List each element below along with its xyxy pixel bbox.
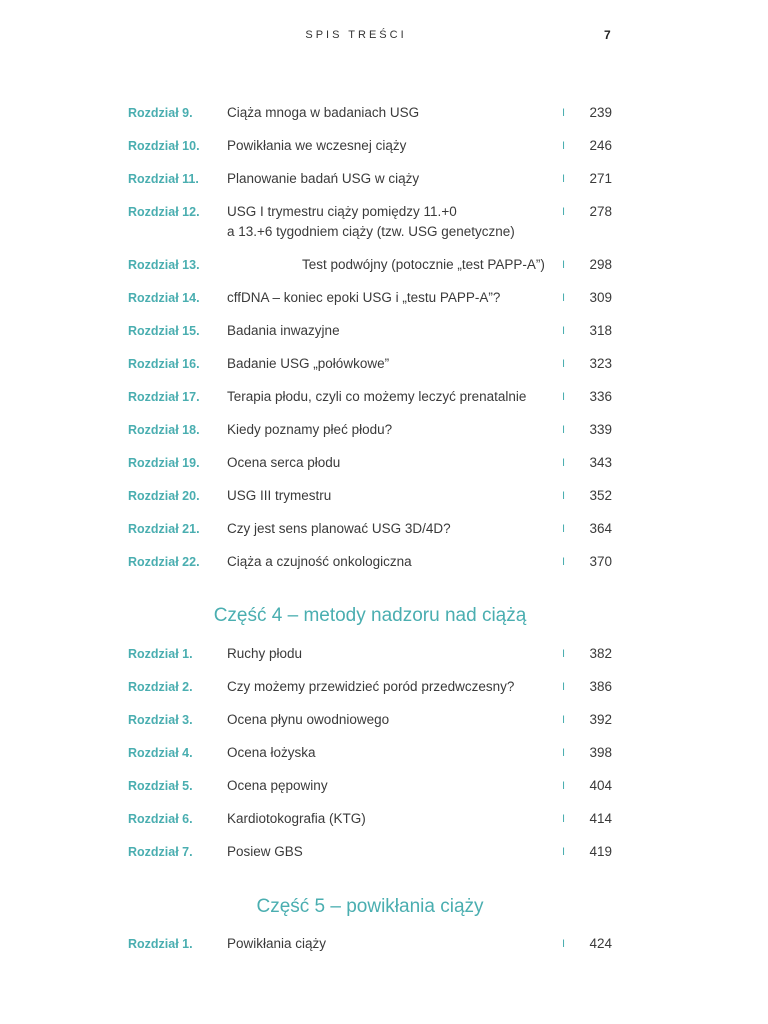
page-ref: 298	[589, 257, 612, 272]
chapter-label: Rozdział 7.	[128, 845, 193, 859]
page-ref: 414	[589, 811, 612, 826]
chapter-title: Ocena serca płodu	[227, 455, 341, 470]
chapter-title: USG III trymestru	[227, 488, 332, 503]
separator: I	[562, 457, 566, 469]
part-heading: Część 5 – powikłania ciąży	[256, 896, 484, 917]
chapter-label: Rozdział 6.	[128, 812, 193, 826]
part-heading: Część 4 – metody nadzoru nad ciążą	[213, 605, 527, 626]
chapter-label: Rozdział 1.	[128, 937, 193, 951]
toc-row[interactable]	[0, 552, 768, 585]
chapter-title: Ciąża a czujność onkologiczna	[227, 554, 412, 569]
page-ref: 352	[589, 488, 612, 503]
chapter-label: Rozdział 21.	[128, 522, 200, 536]
page-ref: 370	[589, 554, 612, 569]
separator: I	[562, 714, 566, 726]
chapter-title: Ocena łożyska	[227, 745, 316, 760]
separator: I	[562, 813, 566, 825]
page-ref: 336	[589, 389, 612, 404]
chapter-label: Rozdział 20.	[128, 489, 200, 503]
separator: I	[562, 292, 566, 304]
chapter-title: Czy możemy przewidzieć poród przedwczesny?	[227, 679, 515, 694]
chapter-title: Kiedy poznamy płeć płodu?	[227, 422, 393, 437]
toc-row[interactable]	[0, 743, 768, 776]
chapter-label: Rozdział 2.	[128, 680, 193, 694]
toc-row[interactable]	[0, 677, 768, 710]
chapter-title: Ocena płynu owodniowego	[227, 712, 390, 727]
toc-row[interactable]	[0, 710, 768, 743]
chapter-title: Ruchy płodu	[227, 646, 303, 661]
toc-section-part3	[0, 103, 768, 585]
toc-row[interactable]	[0, 321, 768, 354]
toc-row[interactable]	[0, 644, 768, 677]
separator: I	[562, 140, 566, 152]
page-ref: 318	[589, 323, 612, 338]
chapter-label: Rozdział 5.	[128, 779, 193, 793]
toc-row[interactable]	[0, 288, 768, 321]
chapter-title: Powikłania ciąży	[227, 936, 327, 951]
chapter-label: Rozdział 17.	[128, 390, 200, 404]
toc-section-part4	[0, 644, 768, 875]
chapter-label: Rozdział 10.	[128, 139, 200, 153]
separator: I	[562, 173, 566, 185]
toc-row[interactable]	[0, 354, 768, 387]
separator: I	[562, 780, 566, 792]
chapter-title: Badania inwazyjne	[227, 323, 340, 338]
toc-row[interactable]	[0, 387, 768, 420]
toc-row[interactable]	[0, 486, 768, 519]
chapter-label: Rozdział 12.	[128, 205, 200, 219]
toc-row[interactable]	[0, 453, 768, 486]
separator: I	[562, 206, 566, 218]
separator: I	[562, 681, 566, 693]
toc-row[interactable]	[0, 934, 768, 967]
chapter-title: Ciąża mnoga w badaniach USG	[227, 105, 420, 120]
separator: I	[562, 391, 566, 403]
separator: I	[562, 358, 566, 370]
chapter-label: Rozdział 19.	[128, 456, 200, 470]
page-ref: 424	[589, 936, 612, 951]
separator: I	[562, 556, 566, 568]
separator: I	[562, 490, 566, 502]
chapter-label: Rozdział 11.	[128, 172, 199, 186]
toc-row[interactable]	[0, 255, 768, 288]
page-ref: 404	[589, 778, 612, 793]
chapter-label: Rozdział 3.	[128, 713, 193, 727]
page-number: 7	[604, 28, 611, 42]
page-ref: 398	[589, 745, 612, 760]
chapter-title: Terapia płodu, czyli co możemy leczyć prenatalnie	[227, 389, 527, 404]
page-ref: 246	[589, 138, 612, 153]
chapter-title: Planowanie badań USG w ciąży	[227, 171, 420, 186]
page-ref: 419	[589, 844, 612, 859]
chapter-title: Badanie USG „połówkowe”	[227, 356, 390, 371]
toc-row[interactable]	[0, 169, 768, 202]
chapter-label: Rozdział 16.	[128, 357, 200, 371]
toc-row[interactable]	[0, 519, 768, 552]
separator: I	[562, 648, 566, 660]
separator: I	[562, 938, 566, 950]
page-ref: 382	[589, 646, 612, 661]
toc-row[interactable]	[0, 809, 768, 842]
chapter-label: Rozdział 22.	[128, 555, 200, 569]
separator: I	[562, 259, 566, 271]
page-ref: 364	[589, 521, 612, 536]
page-ref: 278	[589, 204, 612, 219]
running-header-title: SPIS TREŚCI	[305, 29, 407, 41]
chapter-title: Czy jest sens planować USG 3D/4D?	[227, 521, 451, 536]
separator: I	[562, 523, 566, 535]
chapter-title-line: a 13.+6 tygodniem ciąży (tzw. USG genetyczne)	[227, 224, 515, 239]
chapter-title: cffDNA – koniec epoki USG i „testu PAPP-A”?	[227, 290, 501, 305]
chapter-label: Rozdział 15.	[128, 324, 200, 338]
toc-row[interactable]	[0, 103, 768, 136]
chapter-title: Ocena pępowiny	[227, 778, 328, 793]
chapter-title: Kardiotokografia (KTG)	[227, 811, 366, 826]
chapter-title: Powikłania we wczesnej ciąży	[227, 138, 407, 153]
separator: I	[562, 846, 566, 858]
separator: I	[562, 325, 566, 337]
toc-section-part5	[0, 934, 768, 967]
page-ref: 343	[589, 455, 612, 470]
page-ref: 239	[589, 105, 612, 120]
chapter-label: Rozdział 18.	[128, 423, 200, 437]
separator: I	[562, 424, 566, 436]
chapter-title: Test podwójny (potocznie „test PAPP-A”)	[302, 257, 545, 272]
chapter-title	[227, 202, 552, 242]
separator: I	[562, 747, 566, 759]
chapter-title: Posiew GBS	[227, 844, 303, 859]
chapter-title-line: USG I trymestru ciąży pomiędzy 11.+0	[227, 204, 457, 219]
page-ref: 339	[589, 422, 612, 437]
chapter-label: Rozdział 14.	[128, 291, 200, 305]
page-ref: 271	[589, 171, 612, 186]
chapter-label: Rozdział 4.	[128, 746, 193, 760]
page-ref: 309	[589, 290, 612, 305]
separator: I	[562, 107, 566, 119]
toc-row[interactable]	[0, 842, 768, 875]
toc-row[interactable]	[0, 136, 768, 169]
page-ref: 323	[589, 356, 612, 371]
toc-row[interactable]	[0, 420, 768, 453]
page-ref: 392	[589, 712, 612, 727]
chapter-label: Rozdział 9.	[128, 106, 193, 120]
page-ref: 386	[589, 679, 612, 694]
toc-row[interactable]	[0, 202, 768, 255]
toc-row[interactable]	[0, 776, 768, 809]
chapter-label: Rozdział 13.	[128, 258, 200, 272]
chapter-label: Rozdział 1.	[128, 647, 193, 661]
